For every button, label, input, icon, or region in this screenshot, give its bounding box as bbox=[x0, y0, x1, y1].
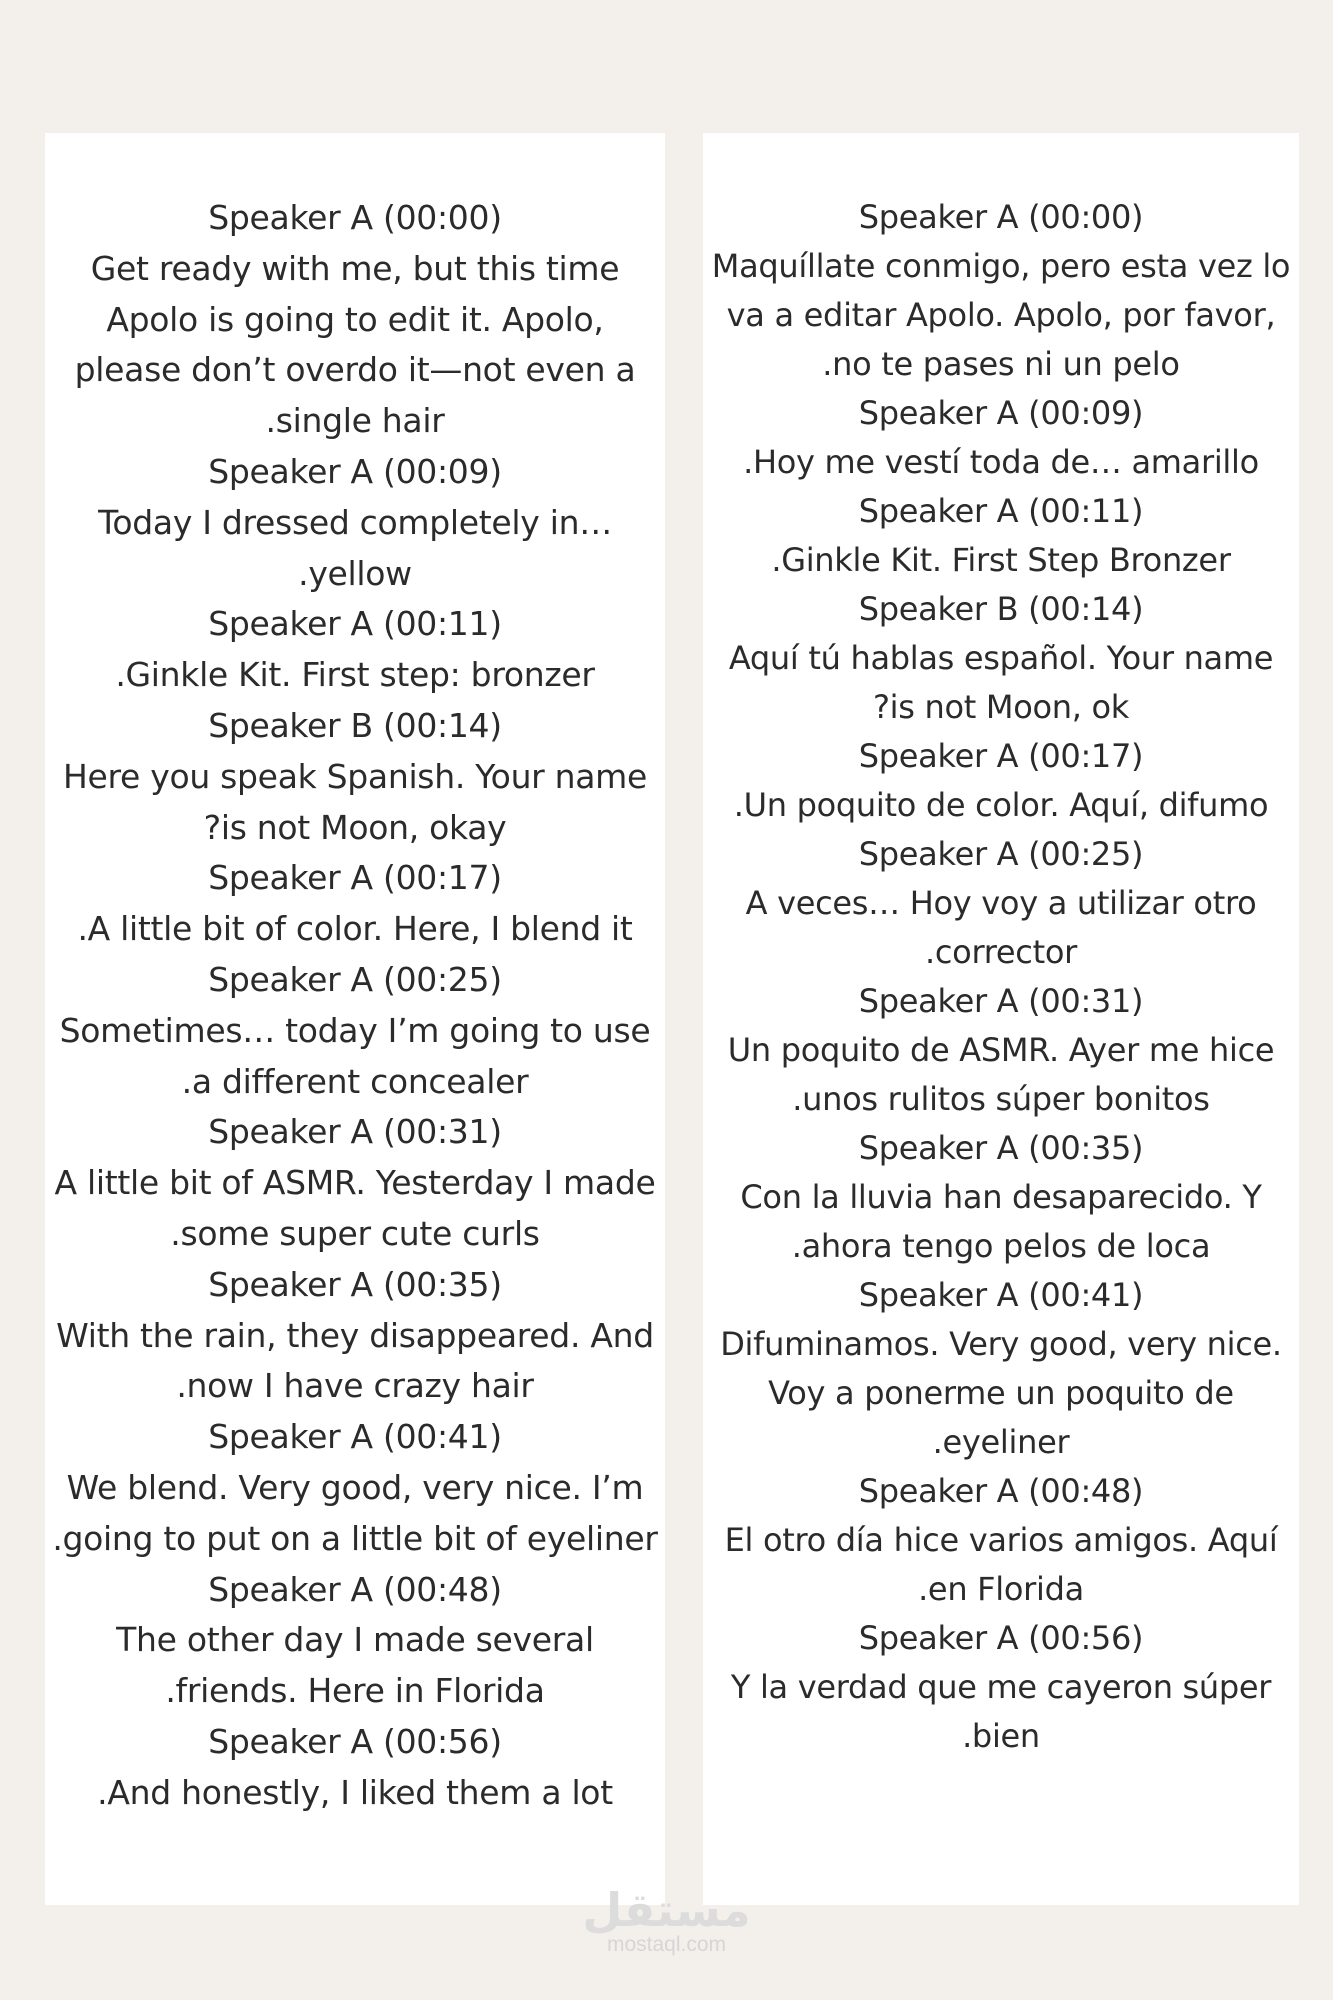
speaker-timestamp: Speaker A (00:31) bbox=[208, 1112, 502, 1152]
transcript-line: .ahora tengo pelos de loca bbox=[791, 1227, 1211, 1265]
transcript-line: We blend. Very good, very nice. I’m bbox=[66, 1467, 644, 1507]
speaker-timestamp: Speaker A (00:48) bbox=[208, 1569, 502, 1609]
transcript-line: .no te pases ni un pelo bbox=[822, 345, 1180, 383]
transcript-line: Here you speak Spanish. Your name bbox=[62, 756, 648, 796]
speaker-timestamp: Speaker A (00:17) bbox=[208, 858, 502, 898]
speaker-timestamp: Speaker A (00:00) bbox=[858, 198, 1144, 236]
transcript-line: Today I dressed completely in… bbox=[98, 502, 612, 542]
transcript-line: .A little bit of color. Here, I blend it bbox=[77, 909, 633, 949]
spanish-transcript-panel bbox=[703, 133, 1299, 1905]
transcript-line: Y la verdad que me cayeron súper bbox=[730, 1668, 1272, 1706]
transcript-line: .Hoy me vestí toda de… amarillo bbox=[743, 443, 1259, 481]
speaker-timestamp: Speaker A (00:09) bbox=[208, 451, 502, 491]
watermark-url: mostaql.com bbox=[606, 1933, 727, 1956]
transcript-line: Get ready with me, but this time bbox=[90, 248, 620, 288]
transcript-line: Apolo is going to edit it. Apolo, bbox=[106, 299, 604, 339]
transcript-line: The other day I made several bbox=[116, 1620, 594, 1660]
speaker-timestamp: Speaker A (00:17) bbox=[858, 737, 1144, 775]
speaker-timestamp: Speaker B (00:14) bbox=[858, 590, 1144, 628]
speaker-timestamp: Speaker A (00:41) bbox=[858, 1276, 1144, 1314]
transcript-line: .unos rulitos súper bonitos bbox=[792, 1080, 1210, 1118]
transcript-line: Voy a ponerme un poquito de bbox=[768, 1374, 1234, 1412]
speaker-timestamp: Speaker A (00:25) bbox=[208, 959, 502, 999]
transcript-line: .And honestly, I liked them a lot bbox=[97, 1772, 613, 1812]
transcript-line: ?is not Moon, ok bbox=[873, 688, 1129, 726]
transcript-line: Sometimes… today I’m going to use bbox=[59, 1010, 651, 1050]
transcript-line: ?is not Moon, okay bbox=[203, 807, 507, 847]
speaker-timestamp: Speaker A (00:35) bbox=[208, 1264, 502, 1304]
watermark-logo: مستقل bbox=[582, 1883, 751, 1937]
english-transcript-lines bbox=[45, 133, 665, 1819]
transcript-line: Un poquito de ASMR. Ayer me hice bbox=[727, 1031, 1275, 1069]
transcript-line: Aquí tú hablas español. Your name bbox=[728, 639, 1274, 677]
speaker-timestamp: Speaker A (00:56) bbox=[208, 1721, 502, 1761]
transcript-line: .a different concealer bbox=[181, 1061, 529, 1101]
transcript-line: A little bit of ASMR. Yesterday I made bbox=[54, 1163, 656, 1203]
transcript-line: .eyeliner bbox=[932, 1423, 1070, 1461]
transcript-line: .Ginkle Kit. First step: bronzer bbox=[115, 655, 595, 695]
mostaql-watermark bbox=[0, 1885, 1333, 1957]
transcript-line: va a editar Apolo. Apolo, por favor, bbox=[726, 296, 1276, 334]
transcript-line: Maquíllate conmigo, pero esta vez lo bbox=[711, 247, 1291, 285]
transcript-line: .bien bbox=[962, 1717, 1040, 1755]
speaker-timestamp: Speaker B (00:14) bbox=[208, 705, 502, 745]
transcript-line: Con la lluvia han desaparecido. Y bbox=[740, 1178, 1262, 1216]
transcript-line: .yellow bbox=[298, 553, 412, 593]
spanish-transcript-lines bbox=[703, 133, 1299, 1761]
speaker-timestamp: Speaker A (00:31) bbox=[858, 982, 1144, 1020]
transcript-line: .going to put on a little bit of eyeliner bbox=[52, 1518, 658, 1558]
speaker-timestamp: Speaker A (00:11) bbox=[858, 492, 1144, 530]
english-transcript-panel bbox=[45, 133, 665, 1905]
transcript-line: .single hair bbox=[265, 401, 445, 441]
transcript-line: .corrector bbox=[925, 933, 1077, 971]
transcript-line: .en Florida bbox=[918, 1570, 1084, 1608]
speaker-timestamp: Speaker A (00:00) bbox=[208, 198, 502, 237]
transcript-line: .now I have crazy hair bbox=[176, 1366, 534, 1406]
transcript-line: .Un poquito de color. Aquí, difumo bbox=[733, 786, 1269, 824]
speaker-timestamp: Speaker A (00:25) bbox=[858, 835, 1144, 873]
speaker-timestamp: Speaker A (00:48) bbox=[858, 1472, 1144, 1510]
speaker-timestamp: Speaker A (00:35) bbox=[858, 1129, 1144, 1167]
transcript-line: A veces… Hoy voy a utilizar otro bbox=[745, 884, 1257, 922]
transcript-line: El otro día hice varios amigos. Aquí bbox=[724, 1521, 1278, 1559]
transcript-line: Difuminamos. Very good, very nice. bbox=[720, 1325, 1282, 1363]
speaker-timestamp: Speaker A (00:09) bbox=[858, 394, 1144, 432]
speaker-timestamp: Speaker A (00:41) bbox=[208, 1417, 502, 1457]
transcript-line: .some super cute curls bbox=[170, 1213, 540, 1253]
transcript-line: With the rain, they disappeared. And bbox=[56, 1315, 654, 1355]
transcript-line: .friends. Here in Florida bbox=[165, 1671, 545, 1711]
speaker-timestamp: Speaker A (00:11) bbox=[208, 604, 502, 644]
speaker-timestamp: Speaker A (00:56) bbox=[858, 1619, 1144, 1657]
transcript-line: please don’t overdo it—not even a bbox=[74, 350, 636, 390]
transcript-line: .Ginkle Kit. First Step Bronzer bbox=[771, 541, 1231, 579]
